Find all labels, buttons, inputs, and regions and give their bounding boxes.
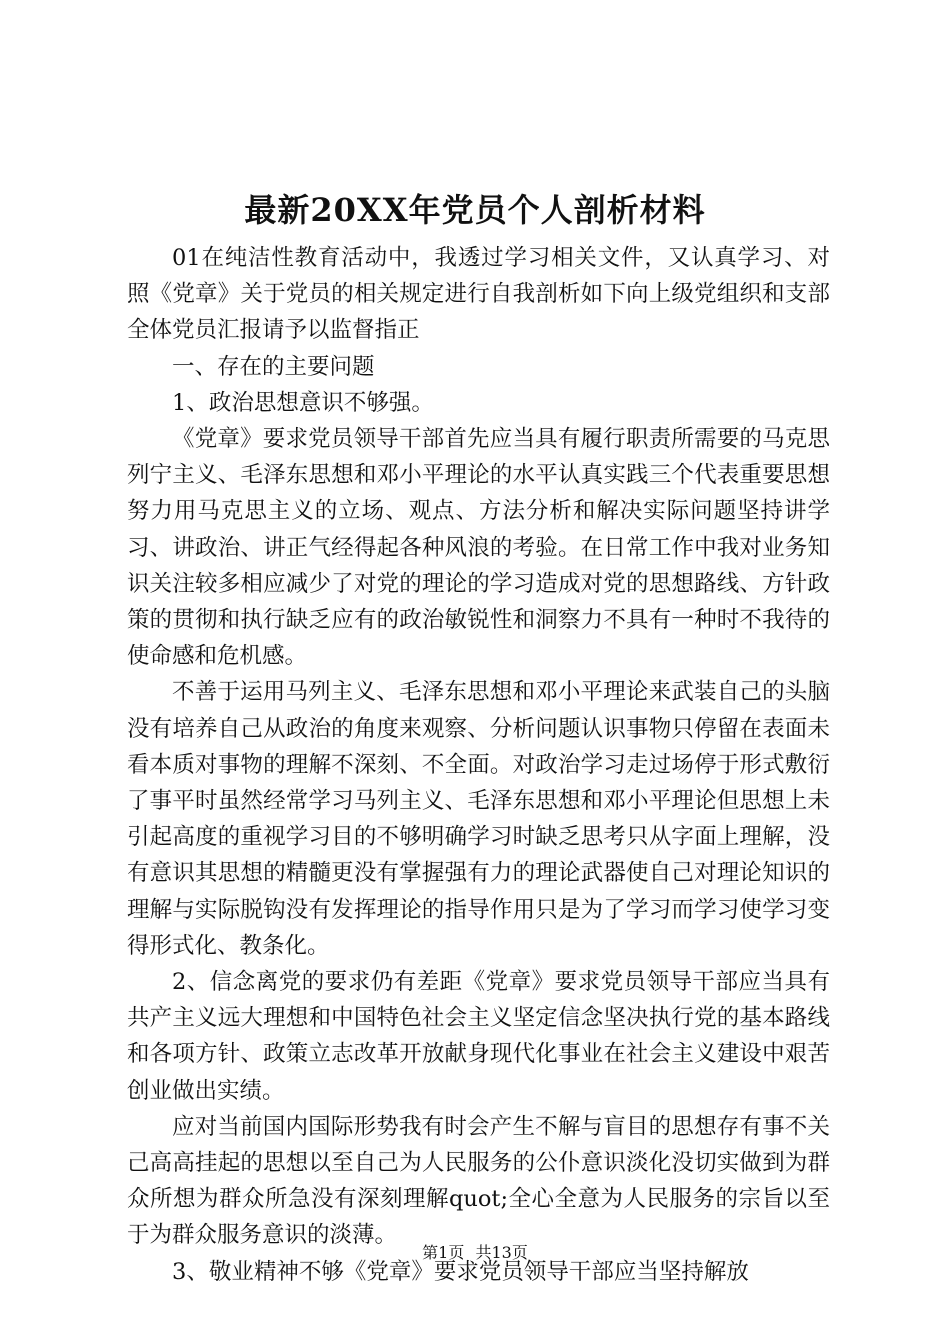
subheading-dedication: 3、敬业精神不够《党章》要求党员领导干部应当坚持解放 [172,1258,749,1285]
paragraph-intro: 01在纯洁性教育活动中，我透过学习相关文件，又认真学习、对照《党章》关于党员的相关规定进行自我剖析如下向上级党组织和支部全体党员汇报请予以监督指正 [127,245,830,344]
page-number-total: 共13页 [475,1243,528,1262]
paragraph-service-awareness: 应对当前国内国际形势我有时会产生不解与盲目的思想存有事不关己高高挂起的思想以至自己为人民服务的公仆意识淡化没切实做到为群众所想为群众所急没有深刻理解quot;全心全意为人民服务的宗旨以至于为群众服务意识的淡薄。 [127,1113,830,1249]
document-body [127,240,830,1290]
paragraph-party-constitution-requirement: 《党章》要求党员领导干部首先应当具有履行职责所需要的马克思列宁主义、毛泽东思想和邓小平理论的水平认真实践三个代表重要思想努力用马克思主义的立场、观点、方法分析和解决实际问题坚持讲学习、讲政治、讲正气经得起各种风浪的考验。在日常工作中我对业务知识关注较多相应减少了对党的理论的学习造成对党的思想路线、方针政策的贯彻和执行缺乏应有的政治敏锐性和洞察力不具有一种时不我待的使命感和危机感。 [127,426,830,670]
page-footer [0,1241,950,1265]
page-number-current: 第1页 [422,1243,465,1262]
paragraph-theory-study: 不善于运用马列主义、毛泽东思想和邓小平理论来武装自己的头脑没有培养自己从政治的角度来观察、分析问题认识事物只停留在表面未看本质对事物的理解不深刻、不全面。对政治学习走过场停于形式敷衍了事平时虽然经常学习马列主义、毛泽东思想和邓小平理论但思想上未引起高度的重视学习目的不够明确学习时缺乏思考只从字面上理解，没有意识其思想的精髓更没有掌握强有力的理论武器使自己对理论知识的理解与实际脱钩没有发挥理论的指导作用只是为了学习而学习使学习变得形式化、教条化。 [127,679,830,959]
section-heading-main-problems: 一、存在的主要问题 [172,353,375,380]
subheading-belief-gap: 2、信念离党的要求仍有差距《党章》要求党员领导干部应当具有共产主义远大理想和中国特色社会主义坚定信念坚决执行党的基本路线和各项方针、政策立志改革开放献身现代化事业在社会主义建设中艰苦创业做出实绩。 [127,969,830,1104]
document-title: 最新20XX年党员个人剖析材料 [244,191,706,229]
subheading-political-awareness: 1、政治思想意识不够强。 [172,389,434,416]
